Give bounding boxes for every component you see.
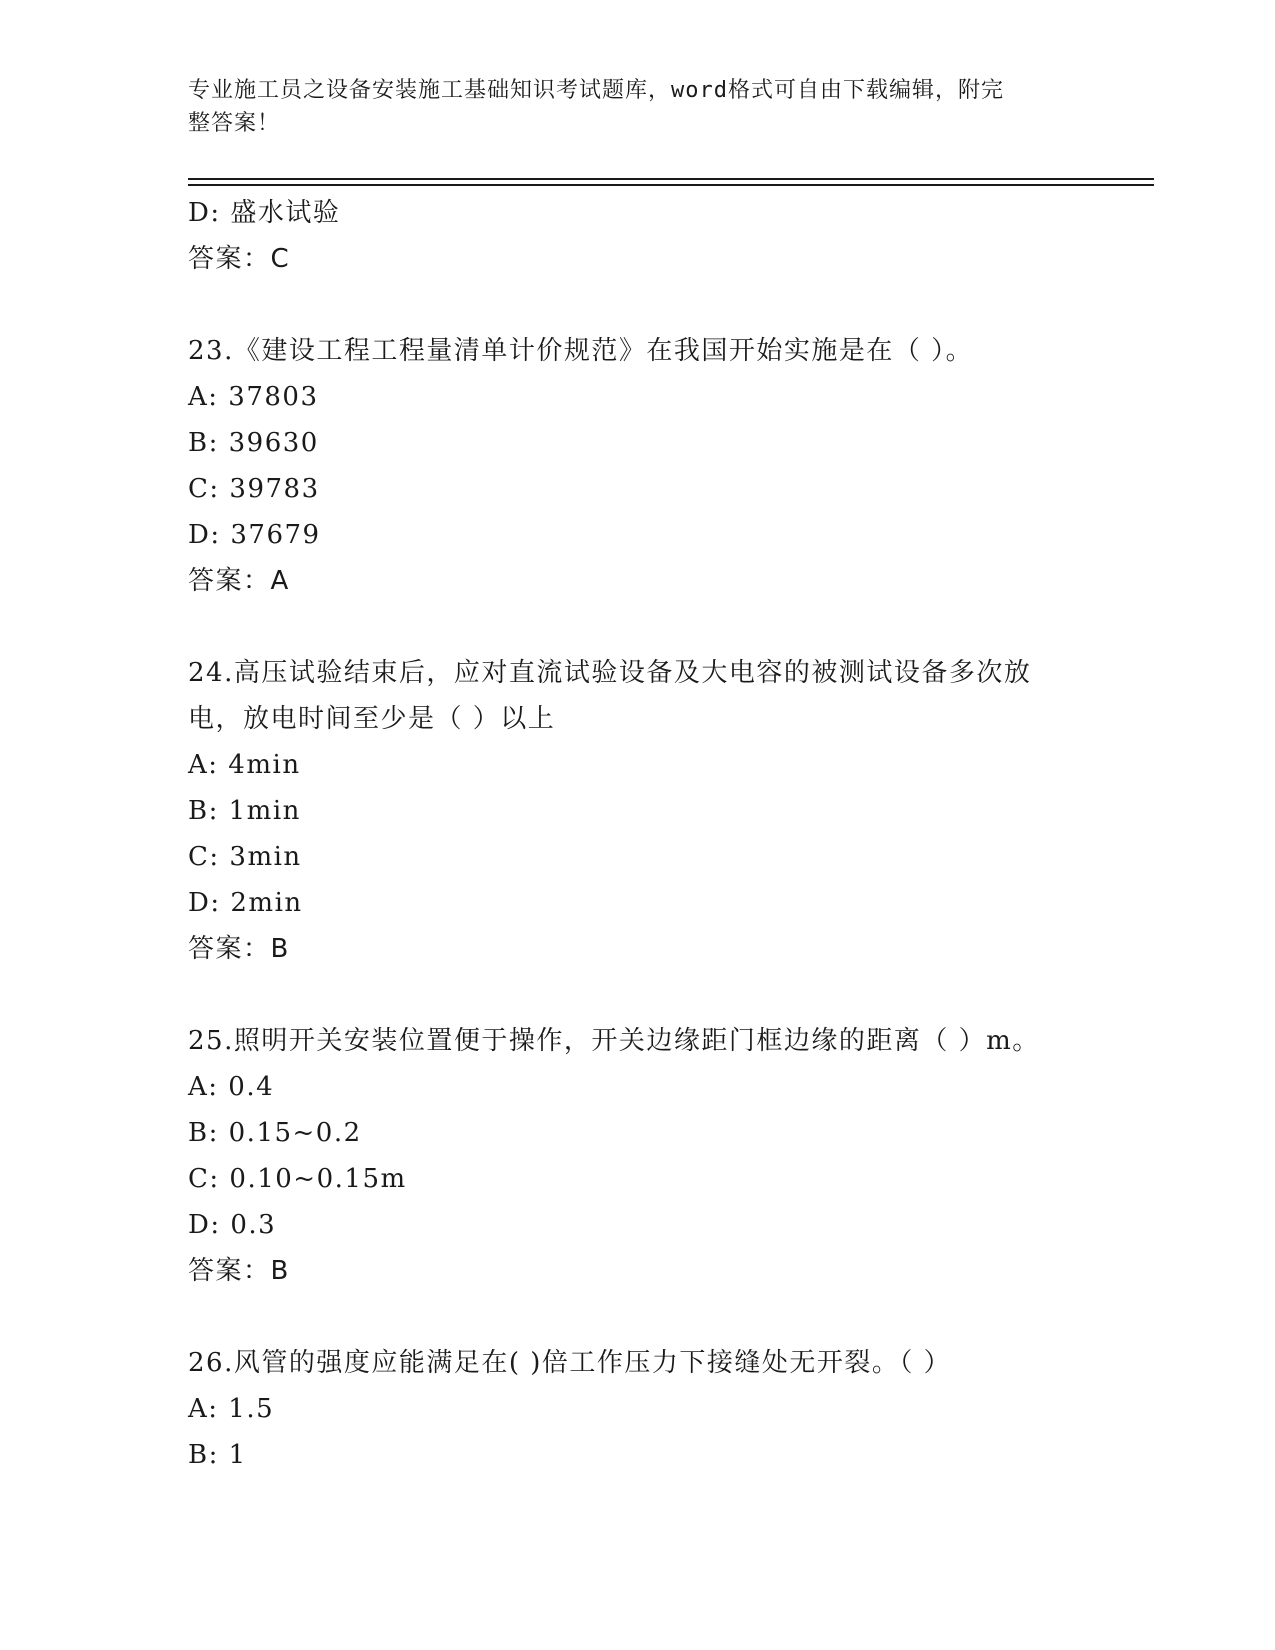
option-d: D: 37679 [188,520,321,550]
answer-line: 答案：B [188,1256,290,1286]
option-b: B: 1 [188,1440,247,1470]
header-rule-bottom [188,184,1154,186]
option-a: A: 4min [188,750,301,780]
option-a: A: 1.5 [188,1394,275,1424]
option-d: D: 盛水试验 [188,198,341,228]
answer-line: 答案：B [188,934,290,964]
question-25-stem: 25.照明开关安装位置便于操作，开关边缘距门框边缘的距离（ ）m。 [188,1026,1040,1056]
option-c: C: 39783 [188,474,320,504]
header-rule-top [188,178,1154,180]
document-header [188,74,1088,140]
question-24-stem-line-1: 24.高压试验结束后，应对直流试验设备及大电容的被测试设备多次放 [188,658,1032,688]
option-b: B: 1min [188,796,301,826]
option-a: A: 0.4 [188,1072,275,1102]
option-b: B: 39630 [188,428,319,458]
header-line-1: 专业施工员之设备安装施工基础知识考试题库，word格式可自由下载编辑，附完 [188,78,1004,103]
spacer [188,972,1088,1018]
option-d: D: 0.3 [188,1210,277,1240]
answer-line: 答案：C [188,244,291,274]
question-23-stem: 23.《建设工程工程量清单计价规范》在我国开始实施是在（ ）。 [188,336,974,366]
spacer [188,604,1088,650]
question-26-stem: 26.风管的强度应能满足在( )倍工作压力下接缝处无开裂。（ ） [188,1348,952,1378]
option-c: C: 3min [188,842,302,872]
spacer [188,1294,1088,1340]
question-24-stem-line-2: 电，放电时间至少是（ ）以上 [188,704,556,734]
answer-line: 答案：A [188,566,290,596]
option-d: D: 2min [188,888,303,918]
option-b: B: 0.15~0.2 [188,1118,362,1148]
option-c: C: 0.10~0.15m [188,1164,407,1194]
question-list [188,190,1088,1478]
header-line-2: 整答案！ [188,111,281,136]
spacer [188,282,1088,328]
option-a: A: 37803 [188,382,319,412]
